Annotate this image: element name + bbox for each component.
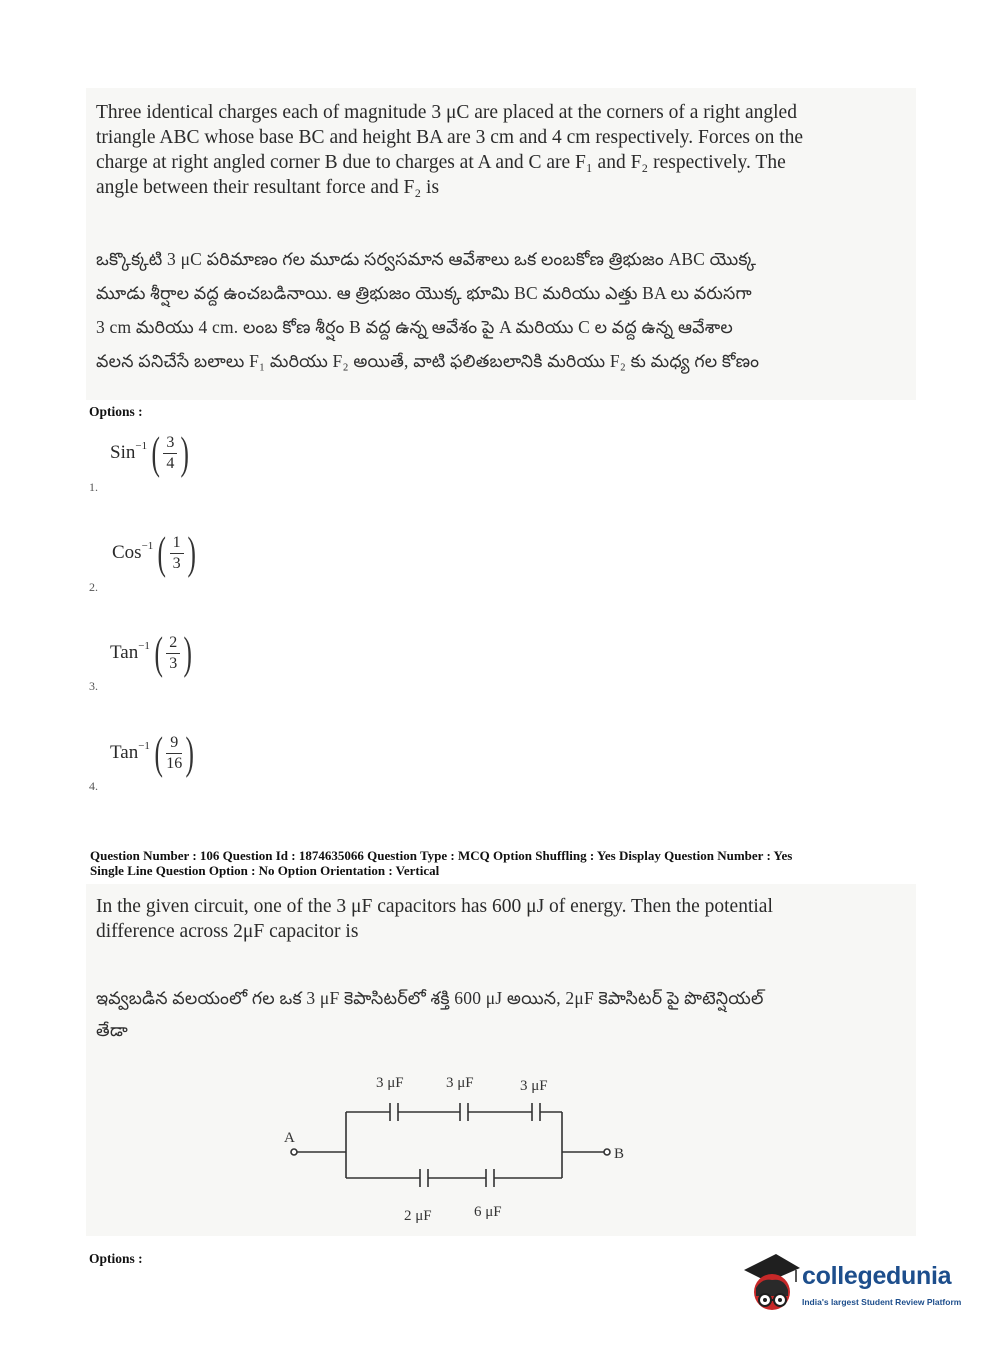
left-paren: ( xyxy=(157,527,167,578)
logo-tagline: India's largest Student Review Platform xyxy=(802,1297,962,1307)
numerator: 2 xyxy=(169,633,178,651)
exponent: −1 xyxy=(138,640,150,652)
function-name: Tan xyxy=(110,742,139,763)
text-line: triangle ABC whose base BC and height BA are 3 cm and 4 cm respectively. Forces on the xyxy=(96,127,804,148)
logo-name: collegedunia xyxy=(802,1262,952,1290)
numerator: 3 xyxy=(166,433,175,451)
left-paren: ( xyxy=(154,727,163,778)
exponent: −1 xyxy=(135,440,148,452)
meta-line-2: Single Line Question Option : No Option Orientation : Vertical xyxy=(90,863,440,878)
right-paren: ) xyxy=(180,427,190,478)
fraction-bar xyxy=(166,753,182,754)
fraction xyxy=(166,734,182,773)
terminal-a xyxy=(291,1149,297,1155)
text-line: In the given circuit, one of the 3 μF capacitors has 600 μJ of energy. Then the potential xyxy=(96,896,773,917)
terminal-b xyxy=(604,1149,610,1155)
denominator: 4 xyxy=(166,454,175,472)
text-line: difference across 2μF capacitor is xyxy=(96,921,359,942)
cap-label-top-1: 3 μF xyxy=(376,1075,404,1091)
option-2-expression[interactable] xyxy=(112,527,199,578)
question-106-meta xyxy=(90,848,970,878)
function-name: Tan xyxy=(110,642,139,663)
mascot-icon xyxy=(740,1248,802,1318)
cap-label-bottom-2: 6 μF xyxy=(474,1204,502,1220)
text-line: Three identical charges each of magnitude 3 μC are placed at the corners of a right angled xyxy=(96,102,797,123)
denominator: 3 xyxy=(169,654,178,672)
text-line: తేడా xyxy=(96,1020,128,1040)
meta-line-1: Question Number : 106 Question Id : 1874635066 Question Type : MCQ Option Shuffling : Yes Display Question Number : Yes xyxy=(90,848,793,863)
text-line: ఒక్కొక్కటి 3 μC పరిమాణం గల మూడు సర్వసమాన ఆవేశాలు ఒక లంబకోణ త్రిభుజం ABC యొక్క xyxy=(96,249,757,269)
text-line: charge at right angled corner B due to charges at A and C are F₁ and F₂ respectively. The xyxy=(96,152,786,173)
right-paren: ) xyxy=(187,527,196,578)
node-label-a: A xyxy=(284,1130,295,1146)
option-3-expression[interactable] xyxy=(110,627,196,678)
option-1-number: 1. xyxy=(89,480,98,494)
function-name: Sin xyxy=(110,442,136,463)
fraction-bar xyxy=(170,553,184,554)
option-1-expression[interactable] xyxy=(110,427,193,478)
node-label-b: B xyxy=(614,1146,625,1162)
option-3-number: 3. xyxy=(89,679,98,693)
exponent: −1 xyxy=(138,740,150,752)
fraction-bar xyxy=(163,453,177,454)
cap-label-top-2: 3 μF xyxy=(446,1075,474,1091)
option-4-number: 4. xyxy=(89,779,98,793)
fraction-bar xyxy=(166,653,180,654)
function-name: Cos xyxy=(112,542,142,563)
text-line: మూడు శీర్షాల వద్ద ఉంచబడినాయి. ఆ త్రిభుజం యొక్క భూమి BC మరియు ఎత్తు BA లు వరుసగా xyxy=(96,283,752,303)
exponent: −1 xyxy=(141,540,154,552)
options-label: Options : xyxy=(89,1251,143,1266)
option-2-number: 2. xyxy=(89,580,98,594)
options-label: Options : xyxy=(89,404,143,419)
question-105-english xyxy=(96,100,896,200)
collegedunia-logo[interactable] xyxy=(740,1248,970,1318)
denominator: 16 xyxy=(166,754,183,772)
numerator: 9 xyxy=(170,733,179,751)
left-paren: ( xyxy=(151,427,160,478)
cap-label-top-3: 3 μF xyxy=(520,1078,548,1094)
fraction xyxy=(163,434,177,473)
right-paren: ) xyxy=(183,627,193,678)
numerator: 1 xyxy=(172,533,181,551)
text-line: 3 cm మరియు 4 cm. లంబ కోణ శీర్షం B వద్ద ఉన్న ఆవేశం పై A మరియు C ల వద్ద ఉన్న ఆవేశాల xyxy=(96,317,734,337)
option-4-expression[interactable] xyxy=(110,727,198,778)
question-106-english xyxy=(96,894,896,944)
fraction xyxy=(170,534,184,573)
denominator: 3 xyxy=(172,554,181,572)
text-line: ఇవ్వబడిన వలయంలో గల ఒక 3 μF కెపాసిటర్‌లో శక్తి 600 μJ అయిన, 2μF కెపాసిటర్ పై పొటెన్షియల్ xyxy=(96,988,764,1008)
circuit-diagram xyxy=(270,1066,650,1234)
question-105-telugu xyxy=(96,242,896,378)
text-line: వలన పనిచేసే బలాలు F₁ మరియు F₂ అయితే, వాటి ఫలితబలానికి మరియు F₂ కు మధ్య గల కోణం xyxy=(96,351,760,371)
question-106-telugu xyxy=(96,982,896,1046)
fraction xyxy=(166,634,180,673)
cap-label-bottom-1: 2 μF xyxy=(404,1208,432,1224)
left-paren: ( xyxy=(154,627,163,678)
text-line: angle between their resultant force and F₂ is xyxy=(96,177,440,198)
right-paren: ) xyxy=(185,727,195,778)
